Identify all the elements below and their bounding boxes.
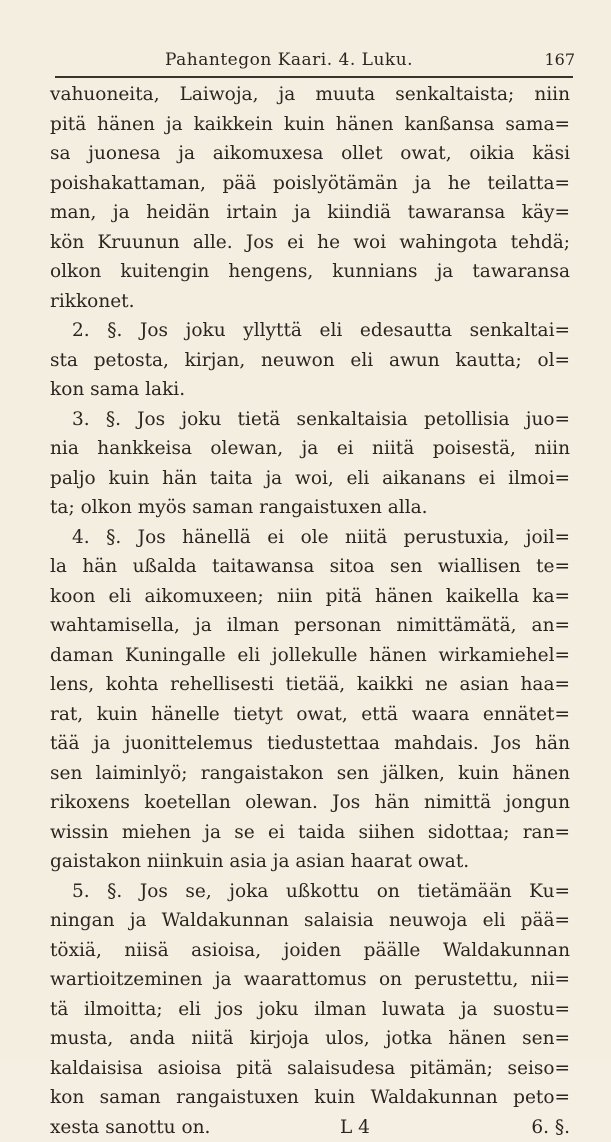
text-line: 3. §. Jos joku tietä senkaltaisia petollisia juo= [50,405,570,435]
text-line: paljo kuin hän taita ja woi, eli aikanans ei ilmoi= [50,464,570,494]
text-line: 2. §. Jos joku yllyttä eli edesautta senkaltai= [50,316,570,346]
page-number: 167 [544,50,575,69]
text-line: musta, anda niitä kirjoja ulos, jotka hänen sen= [50,1024,570,1054]
text-line: rikkonet. [50,287,570,317]
text-line: tää ja juonittelemus tiedustettaa mahdais. Jos hän [50,729,570,759]
text-line: sa juonesa ja aikomuxesa ollet owat, oikia käsi [50,139,570,169]
text-line: daman Kuningalle eli jollekulle hänen wirkamiehel= [50,641,570,671]
text-line: gaistakon niinkuin asia ja asian haarat owat. [50,847,570,877]
text-line: kön Kruunun alle. Jos ei he woi wahingota tehdä; [50,228,570,258]
header-rule [55,76,573,78]
text-line: rikoxens koetellan olewan. Jos hän nimittä jongun [50,788,570,818]
text-line: olkon kuitengin hengens, kunnians ja tawaransa [50,257,570,287]
text-line: nia hankkeisa olewan, ja ei niitä poisestä, niin [50,434,570,464]
text-line: kon saman rangaistuxen kuin Waldakunnan peto= [50,1083,570,1113]
running-title: Pahantegon Kaari. 4. Luku. [165,50,413,70]
text-line: ta; olkon myös saman rangaistuxen alla. [50,493,570,523]
text-line: sen laiminlyö; rangaistakon sen jälken, kuin hänen [50,759,570,789]
text-line: pitä hänen ja kaikkein kuin hänen kanßansa sama= [50,110,570,140]
text-line: vahuoneita, Laiwoja, ja muuta senkaltaista; niin [50,80,570,110]
body-text [50,80,570,1142]
text-line: kaldaisisa asioisa pitä salaisudesa pitämän; seiso= [50,1054,570,1084]
text-line: kon sama laki. [50,375,570,405]
text-line: wissin miehen ja se ei taida siihen sidottaa; ran= [50,818,570,848]
text-line: rat, kuin hänelle tietyt owat, että waara ennätet= [50,700,570,730]
text-line: lens, kohta rehellisesti tietää, kaikki ne asian haa= [50,670,570,700]
text-line: wahtamisella, ja ilman personan nimittämätä, an= [50,611,570,641]
text-line: sta petosta, kirjan, neuwon eli awun kautta; ol= [50,346,570,376]
text-line: töxiä, niisä asioisa, joiden päälle Waldakunnan [50,936,570,966]
text-line: poishakattaman, pää poislyötämän ja he teilatta= [50,169,570,199]
text-line: man, ja heidän irtain ja kiindiä tawaransa käy= [50,198,570,228]
text-line: la hän ußalda taitawansa sitoa sen wiallisen te= [50,552,570,582]
text-line: ningan ja Waldakunnan salaisia neuwoja eli pää= [50,906,570,936]
text-line: tä ilmoitta; eli jos joku ilman luwata ja suostu= [50,995,570,1025]
text-line: koon eli aikomuxeen; niin pitä hänen kaikella ka= [50,582,570,612]
last-text-line: xesta sanottu on. [50,1117,210,1138]
signature-mark: L 4 [340,1113,370,1142]
catchword: 6. §. [531,1113,570,1142]
page-header [55,50,575,76]
text-line: 5. §. Jos se, joka ußkottu on tietämään Ku= [50,877,570,907]
text-line: wartioitzeminen ja waarattomus on perustettu, nii= [50,965,570,995]
text-line: 4. §. Jos hänellä ei ole niitä perustuxia, joil= [50,523,570,553]
footer-line [50,1113,570,1142]
